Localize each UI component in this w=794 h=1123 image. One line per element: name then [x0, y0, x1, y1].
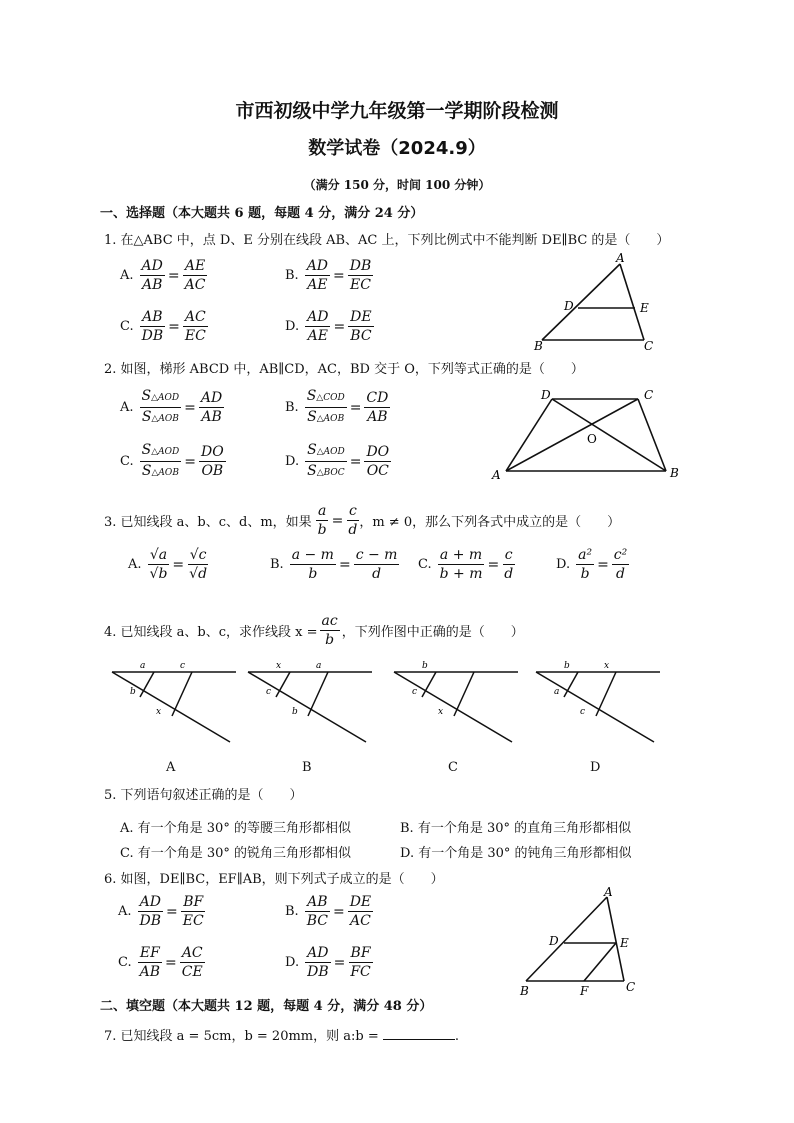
segment-label: c — [412, 687, 418, 697]
q5-option-d: D. 有一个角是 30° 的钝角三角形都相似 — [400, 846, 632, 861]
q4-figure-c — [392, 658, 522, 748]
q1-point-B: B — [534, 339, 543, 352]
equals-sign: = — [333, 954, 346, 971]
equals-sign: = — [165, 954, 177, 971]
fraction-left: $\frac{√a}{√b}$ — [149, 547, 168, 582]
fraction-left: $\frac{AD}{AE}$ — [307, 309, 329, 344]
q2-option-b: B. $\frac{\text{S△COD}}{\text{S△AOB}}$ = $\frac{CD}{AB}$ — [285, 387, 390, 428]
q5-option-a: A. 有一个角是 30° 的等腰三角形都相似 — [120, 821, 351, 836]
question-3-text: 3. 已知线段 a、b、c、d、m，如果 $\frac{a}{b}$ = $\frac{c}{d}$ ，m ≠ 0，那么下列各式中成立的是（ ） — [104, 503, 621, 538]
fraction-right: $\frac{AD}{AB}$ — [200, 390, 223, 425]
q4-option-a: A — [166, 760, 176, 775]
q3-option-c: C. $\frac{a + m}{b + m}$ = $\frac{c}{d}$ — [418, 547, 514, 582]
fraction-left: $\frac{\text{a²}}{b}$ — [578, 547, 593, 582]
equals-sign: = — [487, 556, 500, 573]
equals-sign: = — [167, 267, 180, 284]
fraction-right: $\frac{DB}{EC}$ — [349, 258, 372, 293]
question-2-text: 2. 如图，梯形 ABCD 中，AB∥CD，AC，BD 交于 O，下列等式正确的是（ ） — [104, 362, 584, 377]
fraction-left: $\frac{\text{S△AOD}}{\text{S△BOC}}$ — [307, 442, 345, 479]
q5-option-b: B. 有一个角是 30° 的直角三角形都相似 — [400, 821, 632, 836]
fraction-right: $\frac{BF}{FC}$ — [350, 945, 371, 980]
fraction-left: $\frac{AB}{BC}$ — [306, 894, 328, 929]
construction-line — [248, 672, 366, 742]
construction-line — [454, 672, 474, 716]
segment-label: c — [180, 661, 186, 671]
fraction-right: $\frac{BF}{EC}$ — [182, 894, 204, 929]
equals-sign: = — [332, 903, 345, 920]
q3-option-d: D. $\frac{\text{a²}}{b}$ = $\frac{\text{c²}}{d}$ — [556, 547, 628, 582]
q2-point-D: D — [541, 388, 551, 402]
segment-label: b — [292, 707, 298, 717]
fraction-right: $\frac{c - m}{d}$ — [355, 547, 398, 582]
fraction-left: $\frac{\text{S△AOD}}{\text{S△AOB}}$ — [141, 388, 180, 425]
segment-label: x — [276, 661, 282, 671]
question-1-figure — [530, 252, 670, 352]
fraction-right: $\frac{AE}{AC}$ — [184, 258, 206, 293]
q4-option-d: D — [590, 760, 601, 775]
q7-answer-blank[interactable] — [383, 1027, 455, 1040]
equals-sign: = — [184, 399, 196, 416]
q1-option-d: D. $\frac{AD}{AE}$ = $\frac{DE}{BC}$ — [285, 309, 372, 344]
q3-option-a: A. $\frac{√a}{√b}$ = $\frac{√c}{√d}$ — [128, 547, 208, 582]
exam-title: 市西初级中学九年级第一学期阶段检测 — [235, 100, 559, 122]
exam-subtitle: 数学试卷（2024.9） — [308, 138, 486, 159]
q1-option-c: C. $\frac{AB}{DB}$ = $\frac{AC}{EC}$ — [120, 309, 206, 344]
fraction-left: $\frac{a + m}{b + m}$ — [439, 547, 483, 582]
equals-sign: = — [333, 318, 346, 335]
segment-label: a — [316, 661, 322, 671]
question-6-text: 6. 如图，DE∥BC，EF∥AB，则下列式子成立的是（ ） — [104, 872, 444, 887]
question-4-text: 4. 已知线段 a、b、c，求作线段 x = $\frac{ac}{b}$ ，下列作图中正确的是（ ） — [104, 613, 524, 648]
q4-option-c: C — [448, 760, 458, 775]
section-heading-fill: 二、填空题（本大题共 12 题，每题 4 分，满分 48 分） — [100, 999, 433, 1014]
fraction-right: $\frac{DO}{OC}$ — [366, 444, 390, 479]
q6-point-E: E — [620, 936, 629, 950]
q2-option-c: C. $\frac{\text{S△AOD}}{\text{S△AOB}}$ = $\frac{DO}{OB}$ — [120, 441, 226, 482]
fraction-right: $\frac{c}{d}$ — [504, 547, 514, 582]
q2-point-B: B — [670, 466, 679, 480]
fraction-right: $\frac{DE}{AC}$ — [349, 894, 372, 929]
construction-line — [394, 672, 512, 742]
q6-point-F: F — [580, 984, 589, 998]
equals-sign: = — [172, 556, 185, 573]
construction-line — [596, 672, 616, 716]
q1-point-E: E — [640, 301, 649, 315]
fraction-right: $\frac{AC}{EC}$ — [184, 309, 206, 344]
q1-point-A: A — [616, 252, 625, 265]
equals-sign: = — [168, 318, 180, 335]
fraction-right: $\frac{\text{c²}}{d}$ — [613, 547, 628, 582]
question-2-figure — [486, 385, 686, 485]
q2-point-O: O — [587, 432, 597, 446]
q6-point-C: C — [626, 980, 636, 994]
fraction-left: $\frac{EF}{AB}$ — [139, 945, 161, 980]
q4-figure-b — [246, 658, 376, 748]
segment-label: b — [422, 661, 428, 671]
section-heading-choice: 一、选择题（本大题共 6 题，每题 4 分，满分 24 分） — [100, 206, 424, 221]
q2-point-C: C — [644, 388, 654, 402]
segment-label: b — [130, 687, 136, 697]
equals-sign: = — [166, 903, 178, 920]
q6-point-D: D — [549, 934, 559, 948]
fraction-left: $\frac{AD}{AB}$ — [141, 258, 163, 293]
construction-line — [112, 672, 230, 742]
q6-point-B: B — [520, 984, 529, 998]
construction-line — [308, 672, 328, 716]
q1-point-D: D — [564, 299, 574, 313]
fraction-left: $\frac{\text{S△AOD}}{\text{S△AOB}}$ — [141, 442, 180, 479]
segment-label: x — [438, 707, 444, 717]
q6-option-b: B. $\frac{AB}{BC}$ = $\frac{DE}{AC}$ — [285, 894, 372, 929]
fraction-left: $\frac{AB}{DB}$ — [141, 309, 164, 344]
segment-label: a — [140, 661, 146, 671]
fraction-right: $\frac{DO}{OB}$ — [200, 444, 224, 479]
fraction-right: $\frac{AC}{CE}$ — [181, 945, 203, 980]
fraction-left: $\frac{AD}{DB}$ — [139, 894, 162, 929]
question-7-text: 7. 已知线段 a = 5cm，b = 20mm，则 a:b = . — [104, 1029, 460, 1044]
question-1-text: 1. 在△ABC 中，点 D、E 分别在线段 AB、AC 上，下列比例式中不能判断 DE∥BC 的是（ ） — [104, 233, 670, 248]
q5-option-c: C. 有一个角是 30° 的锐角三角形都相似 — [120, 846, 352, 861]
exam-info: （满分 150 分，时间 100 分钟） — [303, 178, 491, 192]
q3-option-b: B. $\frac{a - m}{b}$ = $\frac{c - m}{d}$ — [270, 547, 398, 582]
segment-label: a — [554, 687, 560, 697]
fraction-left: $\frac{AD}{DB}$ — [307, 945, 329, 980]
question-6-figure — [512, 885, 647, 1000]
fraction-right: $\frac{DE}{BC}$ — [350, 309, 372, 344]
fraction-right: $\frac{√c}{√d}$ — [189, 547, 208, 582]
fraction-right: $\frac{CD}{AB}$ — [366, 390, 389, 425]
equals-sign: = — [597, 556, 609, 573]
q2-point-A: A — [492, 468, 501, 482]
equals-sign: = — [349, 453, 362, 470]
fraction-left: $\frac{AD}{AE}$ — [306, 258, 329, 293]
segment-label: x — [604, 661, 610, 671]
construction-line — [536, 672, 654, 742]
q1-option-a: A. $\frac{AD}{AB}$ = $\frac{AE}{AC}$ — [120, 258, 206, 293]
fraction-left: $\frac{a - m}{b}$ — [291, 547, 334, 582]
q1-point-C: C — [644, 339, 654, 352]
segment-label: x — [156, 707, 162, 717]
equals-sign: = — [184, 453, 196, 470]
segment-label: b — [564, 661, 570, 671]
segment-label: c — [266, 687, 272, 697]
q6-option-d: D. $\frac{AD}{DB}$ = $\frac{BF}{FC}$ — [285, 945, 371, 980]
question-5-text: 5. 下列语句叙述正确的是（ ） — [104, 788, 303, 803]
q6-option-c: C. $\frac{EF}{AB}$ = $\frac{AC}{CE}$ — [118, 945, 203, 980]
q4-figure-d — [534, 658, 664, 748]
q1-option-b: B. $\frac{AD}{AE}$ = $\frac{DB}{EC}$ — [285, 258, 372, 293]
construction-line — [172, 672, 192, 716]
q4-figure-a — [110, 658, 240, 748]
q4-option-b: B — [302, 760, 312, 775]
segment-label: c — [580, 707, 586, 717]
q2-option-a: A. $\frac{\text{S△AOD}}{\text{S△AOB}}$ = $\frac{AD}{AB}$ — [120, 387, 224, 428]
q6-option-a: A. $\frac{AD}{DB}$ = $\frac{BF}{EC}$ — [118, 894, 204, 929]
equals-sign: = — [338, 556, 351, 573]
fraction-left: $\frac{\text{S△COD}}{\text{S△AOB}}$ — [306, 388, 345, 425]
q6-point-A: A — [604, 885, 613, 899]
equals-sign: = — [349, 399, 362, 416]
equals-sign: = — [333, 267, 345, 284]
q2-option-d: D. $\frac{\text{S△AOD}}{\text{S△BOC}}$ = $\frac{DO}{OC}$ — [285, 441, 391, 482]
